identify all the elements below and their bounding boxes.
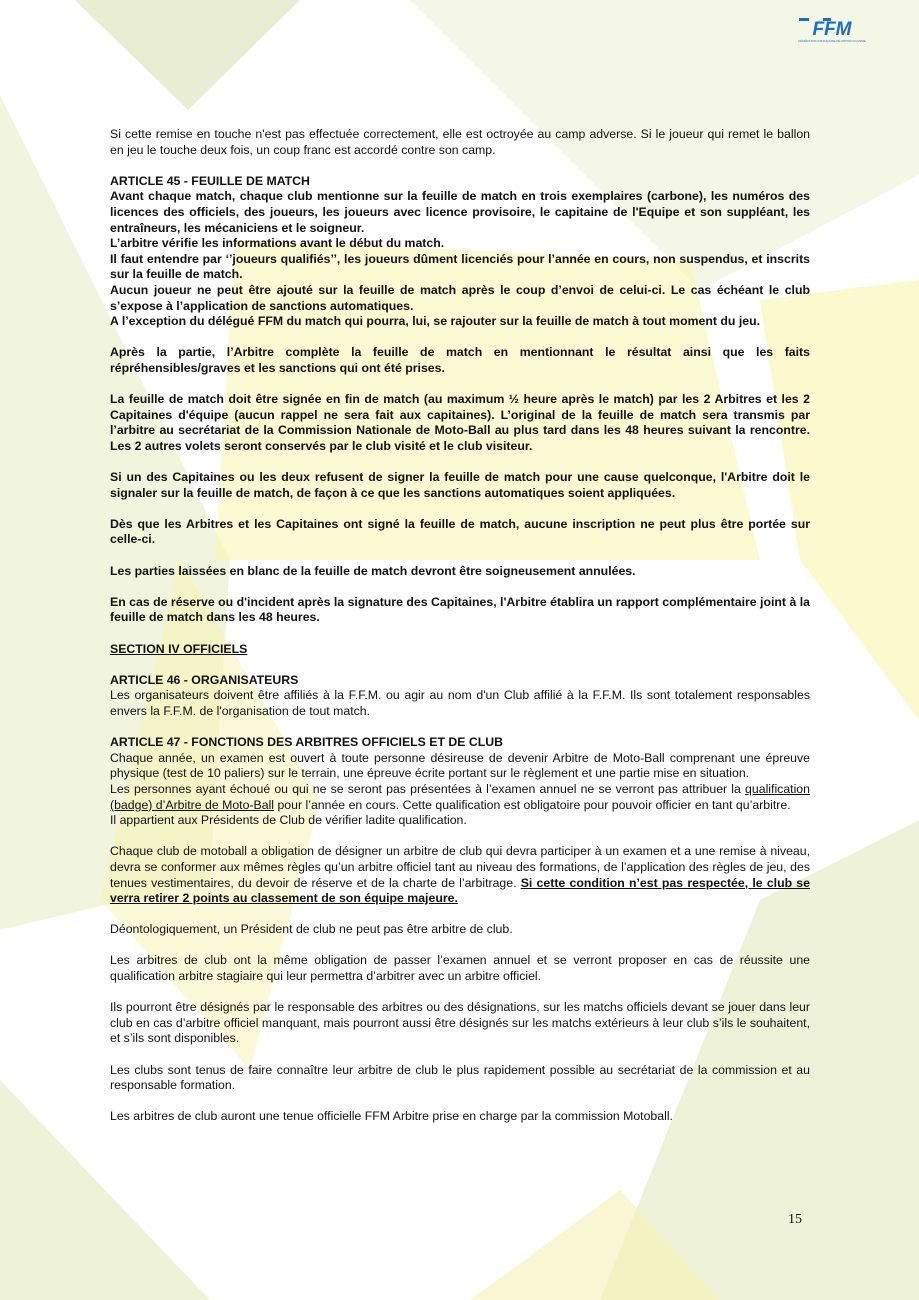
page-number: 15 — [788, 1212, 802, 1227]
paragraph: L’arbitre vérifie les informations avant le début du match. — [110, 236, 445, 251]
paragraph: Chaque année, un examen est ouvert à toute personne désireuse de devenir Arbitre de Moto-Ball comprenant une épreuve physique (test de 10 paliers) sur le terrain, une épreuve écrite portant sur le règlement et une partie mise en situation. — [110, 750, 810, 781]
paragraph: Aucun joueur ne peut être ajouté sur la feuille de match après le coup d’envoi de celui-ci. Le cas échéant le club s’expose à l’application de sanctions automatiques. — [110, 282, 810, 313]
paragraph: Ils pourront être désignés par le responsable des arbitres ou des désignations, sur les matchs officiels devant se jouer dans leur club en cas d’arbitre officiel manquant, mais pourront aussi être désignés sur les matchs extérieurs à leur club s’ils le souhaitent, et s’ils sont disponibles. — [110, 1000, 810, 1046]
svg-text:FÉDÉRATION FRANÇAISE DE MOTOCY: FÉDÉRATION FRANÇAISE DE MOTOCYCLISME — [798, 39, 866, 43]
paragraph: Il faut entendre par ‘’joueurs qualifiés’’, les joueurs dûment licenciés pour l’année en cours, non suspendus, et inscrits sur la feuille de match. — [110, 251, 810, 282]
paragraph — [110, 782, 810, 813]
text-run: Les personnes ayant échoué ou qui ne se seront pas présentées à l’examen annuel ne se verront pas attribuer la — [110, 781, 746, 796]
paragraph: Avant chaque match, chaque club mentionne sur la feuille de match en trois exemplaires (carbone), les numéros des licences des officiels, des joueurs, les joueurs avec licence provisoire, le capitaine de l'Equipe et son suppléant, les entraîneurs, les mécaniciens et le soigneur. — [110, 189, 810, 235]
paragraph — [110, 844, 810, 906]
text-run: pour l’année en cours. Cette qualification est obligatoire pour pouvoir officier en tant qu’arbitre. — [274, 797, 791, 812]
paragraph: La feuille de match doit être signée en fin de match (au maximum ½ heure après le match) par les 2 Arbitres et les 2 Capitaines d'équipe (aucun rappel ne sera fait aux capitaines). L’original de la feuille de match sera transmis par l’arbitre au secrétariat de la Commission Nationale de Moto-Ball au plus tard dans les 48 heures suivant la rencontre. Les 2 autres volets seront conservés par le club visité et le club visiteur. — [110, 392, 810, 453]
document-body — [110, 127, 810, 1125]
paragraph: Les clubs sont tenus de faire connaître leur arbitre de club le plus rapidement possible au secrétariat de la commission et au responsable formation. — [110, 1062, 810, 1093]
paragraph: Les parties laissées en blanc de la feuille de match devront être soigneusement annulées. — [110, 563, 636, 578]
qualification-underlined: qualification (badge) d’Arbitre de Moto-Ball — [110, 781, 810, 812]
paragraph: Il appartient aux Présidents de Club de vérifier ladite qualification. — [110, 813, 467, 828]
paragraph: Les arbitres de club auront une tenue officielle FFM Arbitre prise en charge par la commission Motoball. — [110, 1109, 673, 1124]
paragraph: Après la partie, l’Arbitre complète la feuille de match en mentionnant le résultat ainsi que les faits répréhensibles/graves et les sanctions qui ont été prises. — [110, 345, 810, 375]
paragraph: Les arbitres de club ont la même obligation de passer l’examen annuel et se verront proposer en cas de réussite une qualification arbitre stagiaire qui leur permettra d’arbitrer avec un arbitre officiel. — [110, 953, 810, 984]
paragraph: En cas de réserve ou d'incident après la signature des Capitaines, l'Arbitre établira un rapport complémentaire joint à la feuille de match dans les 48 heures. — [110, 594, 810, 625]
sanction-warning: Si cette condition n’est pas respectée, le club se verra retirer 2 points au classement de son équipe majeure. — [110, 875, 810, 906]
bg-shape-top-left — [75, 0, 300, 110]
svg-text:FFM: FFM — [812, 19, 852, 40]
paragraph: Si cette remise en touche n'est pas effectuée correctement, elle est octroyée au camp adverse. Si le joueur qui remet le ballon en jeu le touche deux fois, un coup franc est accordé contre son camp. — [110, 127, 810, 157]
article-45-title: ARTICLE 45 - FEUILLE DE MATCH — [110, 173, 310, 188]
paragraph: Dès que les Arbitres et les Capitaines ont signé la feuille de match, aucune inscription ne peut plus être portée sur celle-ci. — [110, 516, 810, 547]
paragraph: A l’exception du délégué FFM du match qui pourra, lui, se rajouter sur la feuille de match à tout moment du jeu. — [110, 314, 760, 329]
paragraph: Si un des Capitaines ou les deux refusent de signer la feuille de match pour une cause quelconque, l'Arbitre doit le signaler sur la feuille de match, de façon à ce que les sanctions automatiques soient appliquées. — [110, 470, 810, 500]
text-run: Chaque club de motoball a obligation de désigner un arbitre de club qui devra participer à un examen et a une remise à niveau, devra se conformer aux mêmes règles qu’un arbitre officiel tant au niveau des formations, de l’application des règles de jeu, des tenues vestimentaires, du devoir de réserve et de la charte de l’arbitrage. — [110, 844, 810, 890]
section-iv-heading: SECTION IV OFFICIELS — [110, 641, 248, 656]
paragraph: Déontologiquement, un Président de club ne peut pas être arbitre de club. — [110, 922, 513, 937]
article-46-title: ARTICLE 46 - ORGANISATEURS — [110, 672, 299, 687]
ffm-logo — [797, 14, 867, 44]
article-47-title: ARTICLE 47 - FONCTIONS DES ARBITRES OFFICIELS ET DE CLUB — [110, 735, 504, 750]
paragraph: Les organisateurs doivent être affiliés à la F.F.M. ou agir au nom d'un Club affilié à la F.F.M. Ils sont totalement responsables envers la F.F.M. de l'organisation de tout match. — [110, 688, 810, 718]
